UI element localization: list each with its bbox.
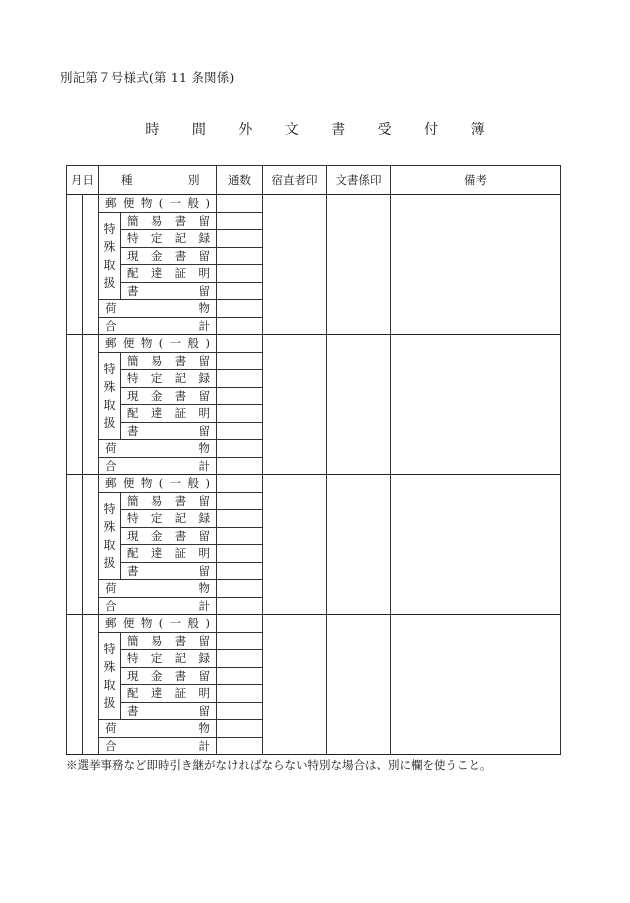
count-cell[interactable]	[217, 247, 263, 265]
ledger-table	[66, 165, 561, 755]
header-kind: 種 別	[99, 166, 217, 195]
general-mail-label: 郵 便 物 ( 一 般 )	[99, 195, 217, 213]
special-item-label: 配 達 証 明	[121, 265, 217, 283]
count-cell[interactable]	[217, 352, 263, 370]
special-item-label: 特 定 記 録	[121, 650, 217, 668]
header-row	[67, 166, 561, 195]
special-item-label: 書 留	[121, 282, 217, 300]
document-clerk-seal-cell[interactable]	[327, 615, 391, 755]
month-cell[interactable]	[67, 615, 83, 755]
special-item-label: 特 定 記 録	[121, 370, 217, 388]
special-item-label: 配 達 証 明	[121, 405, 217, 423]
count-cell[interactable]	[217, 440, 263, 458]
document-clerk-seal-cell[interactable]	[327, 335, 391, 475]
special-item-label: 現 金 書 留	[121, 387, 217, 405]
parcel-label: 荷 物	[99, 440, 217, 458]
page-title: 時 間 外 文 書 受 付 簿	[145, 122, 499, 138]
header-count: 通数	[217, 166, 263, 195]
count-cell[interactable]	[217, 195, 263, 213]
day-cell[interactable]	[83, 475, 99, 615]
ledger-row	[67, 335, 561, 353]
count-cell[interactable]	[217, 562, 263, 580]
month-cell[interactable]	[67, 195, 83, 335]
remarks-cell[interactable]	[391, 335, 561, 475]
count-cell[interactable]	[217, 510, 263, 528]
count-cell[interactable]	[217, 632, 263, 650]
ledger-row	[67, 615, 561, 633]
special-handling-label: 特 殊 取 扱	[99, 492, 121, 580]
special-item-label: 簡 易 書 留	[121, 492, 217, 510]
header-document-clerk-seal: 文書係印	[327, 166, 391, 195]
total-label: 合 計	[99, 737, 217, 755]
count-cell[interactable]	[217, 650, 263, 668]
special-item-label: 簡 易 書 留	[121, 212, 217, 230]
special-handling-label: 特 殊 取 扱	[99, 212, 121, 300]
special-handling-label: 特 殊 取 扱	[99, 352, 121, 440]
general-mail-label: 郵 便 物 ( 一 般 )	[99, 475, 217, 493]
night-duty-seal-cell[interactable]	[263, 615, 327, 755]
total-label: 合 計	[99, 317, 217, 335]
count-cell[interactable]	[217, 580, 263, 598]
night-duty-seal-cell[interactable]	[263, 475, 327, 615]
count-cell[interactable]	[217, 387, 263, 405]
day-cell[interactable]	[83, 195, 99, 335]
parcel-label: 荷 物	[99, 720, 217, 738]
count-cell[interactable]	[217, 370, 263, 388]
ledger-row	[67, 195, 561, 213]
count-cell[interactable]	[217, 720, 263, 738]
count-cell[interactable]	[217, 527, 263, 545]
parcel-label: 荷 物	[99, 300, 217, 318]
special-item-label: 簡 易 書 留	[121, 632, 217, 650]
special-item-label: 特 定 記 録	[121, 510, 217, 528]
count-cell[interactable]	[217, 737, 263, 755]
month-cell[interactable]	[67, 335, 83, 475]
general-mail-label: 郵 便 物 ( 一 般 )	[99, 335, 217, 353]
total-label: 合 計	[99, 597, 217, 615]
special-handling-label: 特 殊 取 扱	[99, 632, 121, 720]
ledger-row	[67, 475, 561, 493]
count-cell[interactable]	[217, 545, 263, 563]
count-cell[interactable]	[217, 405, 263, 423]
night-duty-seal-cell[interactable]	[263, 335, 327, 475]
count-cell[interactable]	[217, 667, 263, 685]
count-cell[interactable]	[217, 457, 263, 475]
count-cell[interactable]	[217, 230, 263, 248]
count-cell[interactable]	[217, 422, 263, 440]
remarks-cell[interactable]	[391, 195, 561, 335]
footnote: ※選挙事務など即時引き継がなければならない特別な場合は、別に欄を使うこと。	[66, 758, 492, 772]
count-cell[interactable]	[217, 335, 263, 353]
count-cell[interactable]	[217, 212, 263, 230]
total-label: 合 計	[99, 457, 217, 475]
month-cell[interactable]	[67, 475, 83, 615]
document-clerk-seal-cell[interactable]	[327, 475, 391, 615]
special-item-label: 書 留	[121, 702, 217, 720]
header-remarks: 備考	[391, 166, 561, 195]
special-item-label: 特 定 記 録	[121, 230, 217, 248]
count-cell[interactable]	[217, 475, 263, 493]
count-cell[interactable]	[217, 492, 263, 510]
count-cell[interactable]	[217, 300, 263, 318]
special-item-label: 現 金 書 留	[121, 527, 217, 545]
special-item-label: 現 金 書 留	[121, 247, 217, 265]
night-duty-seal-cell[interactable]	[263, 195, 327, 335]
remarks-cell[interactable]	[391, 615, 561, 755]
document-clerk-seal-cell[interactable]	[327, 195, 391, 335]
special-item-label: 書 留	[121, 422, 217, 440]
count-cell[interactable]	[217, 702, 263, 720]
parcel-label: 荷 物	[99, 580, 217, 598]
special-item-label: 現 金 書 留	[121, 667, 217, 685]
special-item-label: 簡 易 書 留	[121, 352, 217, 370]
form-label: 別記第７号様式(第 11 条関係)	[60, 70, 235, 85]
general-mail-label: 郵 便 物 ( 一 般 )	[99, 615, 217, 633]
count-cell[interactable]	[217, 615, 263, 633]
special-item-label: 配 達 証 明	[121, 685, 217, 703]
day-cell[interactable]	[83, 335, 99, 475]
day-cell[interactable]	[83, 615, 99, 755]
count-cell[interactable]	[217, 597, 263, 615]
count-cell[interactable]	[217, 317, 263, 335]
special-item-label: 配 達 証 明	[121, 545, 217, 563]
count-cell[interactable]	[217, 282, 263, 300]
special-item-label: 書 留	[121, 562, 217, 580]
count-cell[interactable]	[217, 685, 263, 703]
header-night-duty-seal: 宿直者印	[263, 166, 327, 195]
count-cell[interactable]	[217, 265, 263, 283]
header-date: 月日	[67, 166, 99, 195]
remarks-cell[interactable]	[391, 475, 561, 615]
